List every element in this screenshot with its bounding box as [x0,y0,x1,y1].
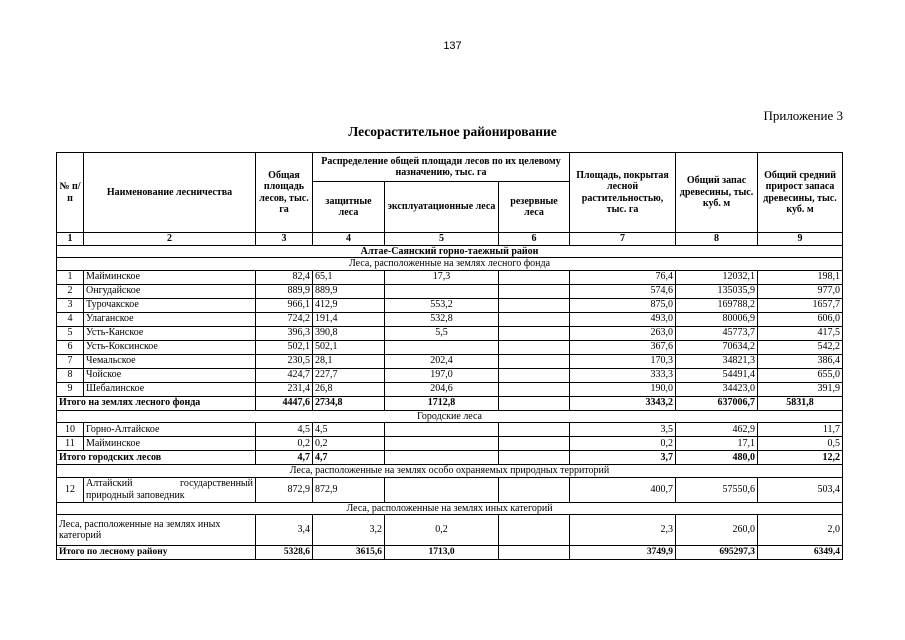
table-row [57,423,843,437]
cell-exploitation: 1712,8 [385,396,499,410]
cell-name: Майминское [84,437,256,451]
table-row [57,326,843,340]
cell-total: 872,9 [256,477,313,502]
cell-growth: 11,7 [758,423,843,437]
header-covered-area: Площадь, покрытая лесной растительностью, тыс. га [570,153,676,233]
cell-exploitation: 553,2 [385,298,499,312]
cell-num: 9 [57,382,84,396]
column-number: 1 [57,233,84,246]
column-number: 2 [84,233,256,246]
cell-reserve [499,284,570,298]
cell-growth: 198,1 [758,270,843,284]
cell-covered: 367,6 [570,340,676,354]
cell-total: 396,3 [256,326,313,340]
cell-growth: 2,0 [758,515,843,546]
cell-num: 10 [57,423,84,437]
header-distribution: Распределение общей площади лесов по их целевому назначению, тыс. га [313,153,570,182]
cell-reserve [499,382,570,396]
cell-exploitation: 1713,0 [385,546,499,560]
cell-covered: 263,0 [570,326,676,340]
cell-covered: 875,0 [570,298,676,312]
cell-num: 4 [57,312,84,326]
cell-exploitation: 197,0 [385,368,499,382]
column-number: 6 [499,233,570,246]
header-growth: Общий средний прирост запаса древесины, тыс. куб. м [758,153,843,233]
page-number: 137 [443,40,462,52]
total-row-urban [57,451,843,465]
cell-protective: 0,2 [313,437,385,451]
cell-stock: 57550,6 [676,477,758,502]
cell-protective: 3,2 [313,515,385,546]
header-reserve: резервные леса [499,182,570,233]
cell-growth: 542,2 [758,340,843,354]
cell-exploitation [385,451,499,465]
section-row [57,258,843,271]
cell-protective: 26,8 [313,382,385,396]
cell-stock: 17,1 [676,437,758,451]
cell-protective: 191,4 [313,312,385,326]
column-number: 7 [570,233,676,246]
cell-protective: 4,7 [313,451,385,465]
cell-growth: 12,2 [758,451,843,465]
cell-name: Чемальское [84,354,256,368]
cell-total: 502,1 [256,340,313,354]
cell-num: 12 [57,477,84,502]
column-number: 4 [313,233,385,246]
grand-total-row [57,546,843,560]
cell-exploitation [385,437,499,451]
cell-exploitation: 204,6 [385,382,499,396]
cell-covered: 76,4 [570,270,676,284]
column-number: 8 [676,233,758,246]
cell-growth: 417,5 [758,326,843,340]
section-row [57,465,843,478]
cell-stock: 462,9 [676,423,758,437]
cell-reserve [499,451,570,465]
cell-reserve [499,270,570,284]
cell-total: 231,4 [256,382,313,396]
cell-protective: 3615,6 [313,546,385,560]
cell-covered: 493,0 [570,312,676,326]
cell-covered: 170,3 [570,354,676,368]
cell-total: 0,2 [256,437,313,451]
cell-total: 230,5 [256,354,313,368]
cell-reserve [499,312,570,326]
cell-covered: 333,3 [570,368,676,382]
cell-exploitation: 17,3 [385,270,499,284]
cell-stock: 70634,2 [676,340,758,354]
cell-num: 1 [57,270,84,284]
header-protective: защитные леса [313,182,385,233]
cell-name: Алтайский государственный природный заповедник [84,477,256,502]
total-label: Итого на землях лесного фонда [57,396,256,410]
cell-reserve [499,515,570,546]
column-number: 9 [758,233,843,246]
cell-growth: 391,9 [758,382,843,396]
cell-stock: 80006,9 [676,312,758,326]
cell-name: Турочакское [84,298,256,312]
cell-protective: 28,1 [313,354,385,368]
cell-exploitation [385,340,499,354]
cell-growth: 606,0 [758,312,843,326]
cell-reserve [499,326,570,340]
header-total-area: Общая площадь лесов, тыс. га [256,153,313,233]
cell-total: 4,7 [256,451,313,465]
cell-total: 966,1 [256,298,313,312]
cell-reserve [499,546,570,560]
appendix-label: Приложение 3 [763,108,843,123]
section-row [57,410,843,423]
total-label: Итого городских лесов [57,451,256,465]
cell-stock: 135035,9 [676,284,758,298]
cell-num: 5 [57,326,84,340]
cell-stock: 637006,7 [676,396,758,410]
header-exploitation: эксплуатационные леса [385,182,499,233]
cell-stock: 34423,0 [676,382,758,396]
cell-total: 424,7 [256,368,313,382]
cell-exploitation [385,477,499,502]
cell-name: Горно-Алтайское [84,423,256,437]
cell-covered: 190,0 [570,382,676,396]
cell-covered: 3,5 [570,423,676,437]
cell-stock: 12032,1 [676,270,758,284]
cell-covered: 3749,9 [570,546,676,560]
cell-reserve [499,354,570,368]
table-row [57,515,843,546]
cell-reserve [499,340,570,354]
forest-zoning-table [56,152,843,560]
cell-exploitation [385,423,499,437]
cell-protective: 65,1 [313,270,385,284]
cell-exploitation: 0,2 [385,515,499,546]
cell-covered: 3343,2 [570,396,676,410]
table-row [57,477,843,502]
cell-protective: 872,9 [313,477,385,502]
cell-stock: 260,0 [676,515,758,546]
cell-name: Майминское [84,270,256,284]
cell-name: Усть-Канское [84,326,256,340]
cell-growth: 977,0 [758,284,843,298]
header-num: № п/п [57,153,84,233]
region-title-row [57,245,843,258]
column-number: 3 [256,233,313,246]
cell-stock: 54491,4 [676,368,758,382]
cell-protective: 4,5 [313,423,385,437]
column-number: 5 [385,233,499,246]
cell-total: 4,5 [256,423,313,437]
region-title: Алтае-Саянский горно-таежный район [57,245,843,258]
cell-num: 6 [57,340,84,354]
cell-growth: 655,0 [758,368,843,382]
header-name: Наименование лесничества [84,153,256,233]
cell-exploitation: 5,5 [385,326,499,340]
cell-covered: 400,7 [570,477,676,502]
cell-total: 3,4 [256,515,313,546]
cell-covered: 574,6 [570,284,676,298]
cell-name: Улаганское [84,312,256,326]
cell-reserve [499,298,570,312]
section-urban: Городские леса [57,410,843,423]
cell-name: Онгудайское [84,284,256,298]
table-row [57,368,843,382]
cell-growth: 386,4 [758,354,843,368]
cell-total: 724,2 [256,312,313,326]
cell-num: 2 [57,284,84,298]
table-row [57,312,843,326]
cell-protective: 227,7 [313,368,385,382]
cell-reserve [499,437,570,451]
cell-growth: 5831,8 [758,396,843,410]
total-row-forest-fund [57,396,843,410]
section-forest-fund: Леса, расположенные на землях лесного фонда [57,258,843,271]
cell-name: Леса, расположенные на землях иных категорий [57,515,256,546]
table-row [57,437,843,451]
section-protected: Леса, расположенные на землях особо охраняемых природных территорий [57,465,843,478]
cell-num: 8 [57,368,84,382]
section-other: Леса, расположенные на землях иных категорий [57,502,843,515]
cell-num: 7 [57,354,84,368]
table-row [57,270,843,284]
cell-protective: 502,1 [313,340,385,354]
cell-covered: 3,7 [570,451,676,465]
cell-num: 11 [57,437,84,451]
cell-reserve [499,368,570,382]
cell-protective: 412,9 [313,298,385,312]
cell-growth: 0,5 [758,437,843,451]
cell-num: 3 [57,298,84,312]
document-title: Лесорастительное районирование [348,124,557,139]
cell-name: Усть-Коксинское [84,340,256,354]
cell-stock: 45773,7 [676,326,758,340]
cell-stock: 169788,2 [676,298,758,312]
total-label: Итого по лесному району [57,546,256,560]
cell-total: 82,4 [256,270,313,284]
cell-protective: 2734,8 [313,396,385,410]
header-row-1 [57,153,843,182]
cell-growth: 1657,7 [758,298,843,312]
cell-exploitation: 202,4 [385,354,499,368]
cell-exploitation [385,284,499,298]
cell-stock: 695297,3 [676,546,758,560]
cell-exploitation: 532,8 [385,312,499,326]
cell-stock: 480,0 [676,451,758,465]
cell-total: 4447,6 [256,396,313,410]
cell-name: Шебалинское [84,382,256,396]
section-row [57,502,843,515]
cell-reserve [499,396,570,410]
cell-stock: 34821,3 [676,354,758,368]
cell-total: 889,9 [256,284,313,298]
cell-covered: 2,3 [570,515,676,546]
cell-protective: 889,9 [313,284,385,298]
cell-name: Чойское [84,368,256,382]
cell-protective: 390,8 [313,326,385,340]
table-row [57,298,843,312]
table-row [57,340,843,354]
cell-growth: 503,4 [758,477,843,502]
cell-reserve [499,477,570,502]
cell-covered: 0,2 [570,437,676,451]
column-number-row [57,233,843,246]
table-row [57,354,843,368]
cell-reserve [499,423,570,437]
cell-total: 5328,6 [256,546,313,560]
header-stock: Общий запас древесины, тыс. куб. м [676,153,758,233]
table-row [57,284,843,298]
table-row [57,382,843,396]
cell-growth: 6349,4 [758,546,843,560]
